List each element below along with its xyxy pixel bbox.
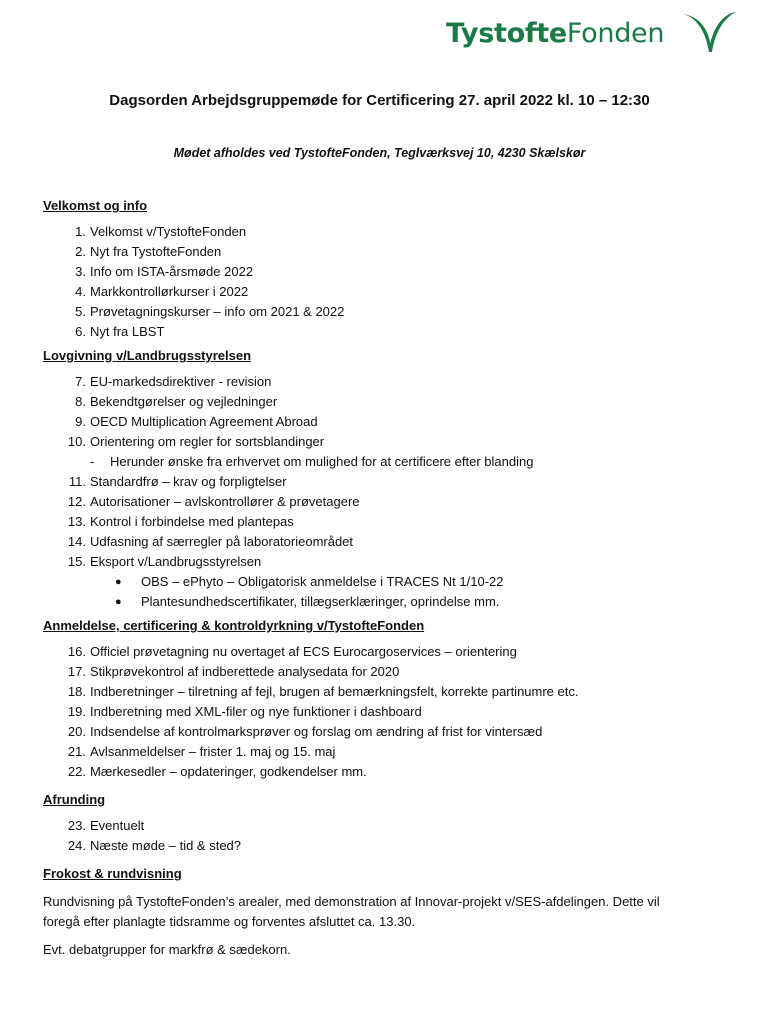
- item-text: OECD Multiplication Agreement Abroad: [90, 414, 318, 429]
- item-number: 15.: [67, 554, 86, 569]
- section-heading-velkomst: Velkomst og info: [43, 198, 148, 213]
- item-text: Plantesundhedscertifikater, tillægserklæringer, oprindelse mm.: [141, 594, 500, 609]
- item-number: 8.: [75, 394, 86, 409]
- item-number: 2.: [75, 244, 86, 259]
- item-number: 7.: [75, 374, 86, 389]
- page-title: Dagsorden Arbejdsgruppemøde for Certificering 27. april 2022 kl. 10 – 12:30: [109, 92, 650, 109]
- tystofte-fonden-logo: [446, 8, 736, 58]
- agenda-item: [43, 222, 733, 242]
- agenda-item: [43, 682, 733, 702]
- item-number: 6.: [75, 324, 86, 339]
- item-text: Officiel prøvetagning nu overtaget af ECS Eurocargoservices – orientering: [90, 644, 517, 659]
- item-text: Info om ISTA-årsmøde 2022: [90, 264, 254, 279]
- item-text: Kontrol i forbindelse med plantepas: [90, 514, 294, 529]
- item-number: 16.: [67, 644, 86, 659]
- item-text: Indberetninger – tilretning af fejl, brugen af bemærkningsfelt, korrekte partinumre etc.: [90, 684, 579, 699]
- item-number: 21.: [67, 744, 86, 759]
- item-number: 13.: [67, 514, 86, 529]
- item-number: 12.: [67, 494, 86, 509]
- section-heading-anmeldelse: Anmeldelse, certificering & kontroldyrkning v/TystofteFonden: [43, 618, 425, 633]
- item-number: 20.: [67, 724, 86, 739]
- agenda-item: [43, 662, 733, 682]
- item-text: Markkontrollørkurser i 2022: [90, 284, 249, 299]
- agenda-item: [43, 702, 733, 722]
- agenda-item: [43, 742, 733, 762]
- item-text: Herunder ønske fra erhvervet om mulighed for at certificere efter blanding: [110, 454, 534, 469]
- bullet-icon: ●: [115, 596, 122, 608]
- item-number: 14.: [67, 534, 86, 549]
- tour-description-line-1: Rundvisning på TystofteFonden’s arealer, med demonstration af Innovar-projekt v/SES-afdelingen. Dette vil: [43, 894, 660, 909]
- item-text: Standardfrø – krav og forpligtelser: [90, 474, 287, 489]
- agenda-item: [43, 302, 733, 322]
- item-text: Prøvetagningskurser – info om 2021 & 2022: [90, 304, 345, 319]
- agenda-item: [43, 372, 733, 392]
- agenda-item: [43, 762, 733, 782]
- tour-description: [43, 892, 733, 932]
- item-number: 17.: [67, 664, 86, 679]
- item-number: 3.: [75, 264, 86, 279]
- item-number: 19.: [67, 704, 86, 719]
- agenda-item: [43, 836, 733, 856]
- agenda-item: [43, 392, 733, 412]
- agenda-item: [43, 472, 733, 492]
- item-text: Velkomst v/TystofteFonden: [90, 224, 247, 239]
- agenda-list-velkomst: [43, 222, 733, 342]
- agenda-item: [43, 816, 733, 836]
- item-number: 18.: [67, 684, 86, 699]
- agenda-list-afrunding: [43, 816, 733, 856]
- item-text: Stikprøvekontrol af indberettede analysedata for 2020: [90, 664, 400, 679]
- agenda-list-lovgivning: [43, 372, 733, 612]
- item-number: 23.: [67, 818, 86, 833]
- item-text: Bekendtgørelser og vejledninger: [90, 394, 278, 409]
- agenda-item: [43, 322, 733, 342]
- debate-groups-note: Evt. debatgrupper for markfrø & sædekorn.: [43, 942, 291, 957]
- logo-wordmark: [446, 18, 664, 49]
- section-heading-frokost: Frokost & rundvisning: [43, 866, 182, 881]
- item-text: Avlsanmeldelser – frister 1. maj og 15. maj: [90, 744, 336, 759]
- agenda-subitem: [43, 452, 733, 472]
- agenda-item: [43, 412, 733, 432]
- agenda-item: [43, 282, 733, 302]
- item-text: EU-markedsdirektiver - revision: [90, 374, 272, 389]
- agenda-item: [43, 492, 733, 512]
- agenda-item: [43, 532, 733, 552]
- agenda-item: [43, 642, 733, 662]
- item-number: 11.: [68, 474, 86, 489]
- item-text: Autorisationer – avlskontrollører & prøvetagere: [90, 494, 360, 509]
- item-text: Indsendelse af kontrolmarksprøver og forslag om ændring af frist for vintersæd: [90, 724, 543, 739]
- item-text: OBS – ePhyto – Obligatorisk anmeldelse i TRACES Nt 1/10-22: [141, 574, 504, 589]
- item-number: 24.: [67, 838, 86, 853]
- item-number: 10.: [67, 434, 86, 449]
- item-number: 9.: [75, 414, 86, 429]
- dash-marker: -: [90, 454, 95, 469]
- logo-text-regular: Fonden: [566, 18, 665, 49]
- agenda-item: [43, 432, 733, 452]
- item-number: 22.: [67, 764, 86, 779]
- agenda-item: [43, 262, 733, 282]
- section-heading-lovgivning: Lovgivning v/Landbrugsstyrelsen: [43, 348, 252, 363]
- item-text: Eventuelt: [90, 818, 145, 833]
- section-heading-afrunding: Afrunding: [43, 792, 106, 807]
- item-text: Næste møde – tid & sted?: [90, 838, 242, 853]
- leaf-mark-icon: [678, 8, 738, 54]
- item-text: Eksport v/Landbrugsstyrelsen: [90, 554, 262, 569]
- bullet-icon: ●: [115, 576, 122, 588]
- item-number: 5.: [75, 304, 86, 319]
- agenda-list-anmeldelse: [43, 642, 733, 782]
- logo-text-bold: Tystofte: [446, 18, 567, 49]
- agenda-item: [43, 552, 733, 572]
- item-text: Nyt fra TystofteFonden: [90, 244, 222, 259]
- agenda-bullet-item: [43, 592, 733, 612]
- item-text: Mærkesedler – opdateringer, godkendelser mm.: [90, 764, 367, 779]
- agenda-item: [43, 722, 733, 742]
- agenda-item: [43, 242, 733, 262]
- item-text: Udfasning af særregler på laboratorieområdet: [90, 534, 354, 549]
- item-number: 1.: [75, 224, 86, 239]
- item-text: Orientering om regler for sortsblandinger: [90, 434, 325, 449]
- agenda-item: [43, 512, 733, 532]
- meeting-location: Mødet afholdes ved TystofteFonden, Teglværksvej 10, 4230 Skælskør: [173, 146, 586, 160]
- tour-description-line-2: foregå efter planlagte tidsramme og forventes afsluttet ca. 13.30.: [43, 914, 416, 929]
- agenda-bullet-item: [43, 572, 733, 592]
- agenda-body: [43, 196, 733, 960]
- item-text: Indberetning med XML-filer og nye funktioner i dashboard: [90, 704, 422, 719]
- item-number: 4.: [75, 284, 86, 299]
- item-text: Nyt fra LBST: [90, 324, 165, 339]
